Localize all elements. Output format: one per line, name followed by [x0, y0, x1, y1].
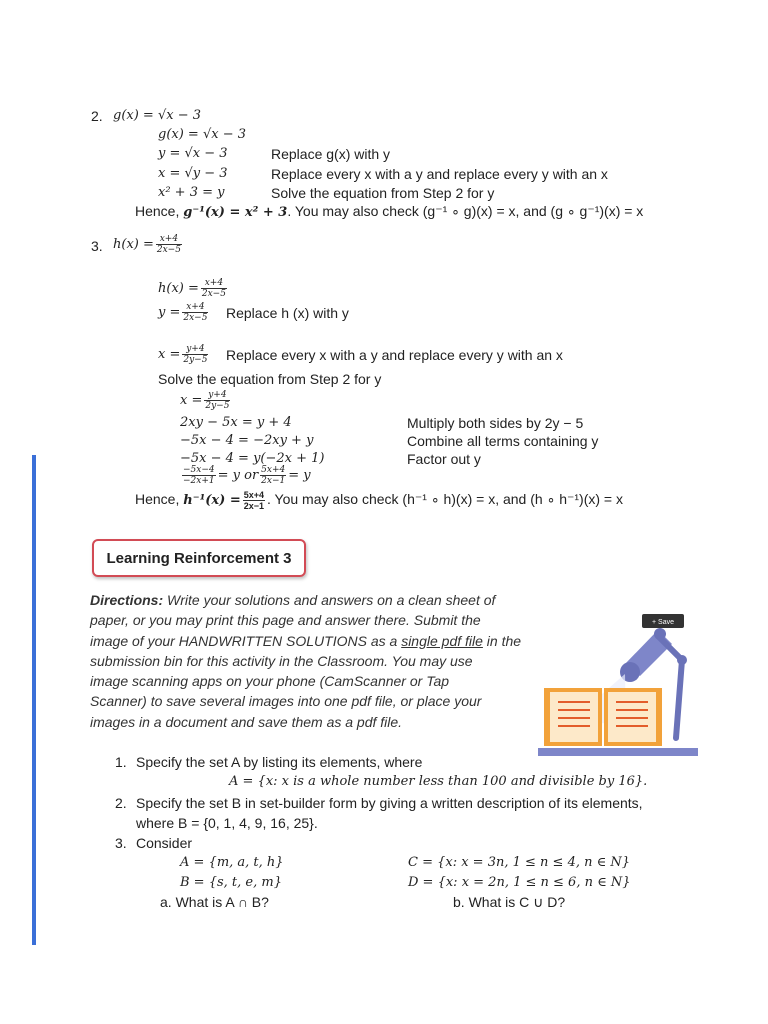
q3-set-c: C = {x: x = 3n, 1 ≤ n ≤ 4, n ∈ N}: [408, 855, 631, 870]
q3-part-b: b. What is C ∪ D?: [453, 894, 566, 910]
directions-line-7: images in a document and save them as a pdf file.: [90, 713, 403, 730]
p3-number: 3.: [91, 238, 103, 254]
p2-title: g(x) = √x − 3: [113, 108, 201, 123]
p2-step4-note: Solve the equation from Step 2 for y: [271, 185, 495, 201]
directions-line-5: image scanning apps on your phone (CamScanner or Tap: [90, 673, 450, 690]
p3-eq4-num1: −5x−4: [183, 465, 215, 475]
save-badge-label: + Save: [652, 619, 674, 626]
p2-step3: x = √y − 3: [158, 166, 228, 181]
p3-step1-lhs: h(x) =: [158, 281, 199, 296]
p3-step2-lhs: y =: [158, 305, 181, 320]
p3-eq4-den2: 2x−1: [261, 476, 286, 486]
p2-hence-a: Hence,: [135, 203, 184, 219]
p3-eq4-mid: = y or: [217, 468, 259, 483]
p3-step4-den: 2y−5: [205, 401, 230, 411]
q1-number: 1.: [115, 754, 127, 770]
p3-step1-den: 2x−5: [201, 289, 226, 299]
p3-eq3: −5x − 4 = y(−2x + 1): [180, 451, 325, 466]
directions-paragraph: [90, 590, 522, 732]
p3-step2-num: x+4: [182, 302, 208, 313]
q3-number: 3.: [115, 835, 127, 851]
p3-eq2-note: Combine all terms containing y: [407, 433, 599, 449]
q3-text: Consider: [136, 835, 193, 851]
directions-label: Directions:: [90, 592, 164, 608]
learning-reinforcement-title: Learning Reinforcement 3: [106, 549, 292, 567]
directions-line-4: submission bin for this activity in the Classroom. You may use: [90, 652, 473, 669]
p2-step2: y = √x − 3: [158, 146, 228, 161]
p3-hence: [135, 490, 623, 511]
p3-eq1: 2xy − 5x = y + 4: [180, 415, 292, 430]
directions-line-3b: single pdf file: [401, 632, 483, 649]
q2-where: where B = {0, 1, 4, 9, 16, 25}.: [136, 815, 318, 831]
q3-set-a: A = {m, a, t, h}: [180, 855, 284, 870]
p3-step2-note: Replace h (x) with y: [226, 305, 349, 321]
q2-number: 2.: [115, 795, 127, 811]
directions-line-3c: in the: [482, 632, 522, 649]
p3-step3-num: y+4: [182, 344, 208, 355]
directions-line-2: paper, or you may print this page and answer there. Submit the: [90, 612, 481, 629]
p2-step2-note: Replace g(x) with y: [271, 146, 391, 162]
p2-hence-result: g⁻¹(x) = x² + 3: [183, 205, 288, 220]
p3-title: [113, 234, 184, 255]
lamp-book-illustration: [530, 612, 710, 762]
p3-step4: [180, 390, 232, 411]
p3-step3-lhs: x =: [158, 347, 181, 362]
p3-hence-a: Hence,: [135, 491, 184, 508]
p2-step4: x² + 3 = y: [158, 185, 225, 200]
p3-hence-result: h⁻¹(x) =: [183, 493, 241, 509]
q1-set: A = {x: x is a whole number less than 100 and divisible by 16}.: [229, 774, 648, 789]
p3-eq4-den1: −2x+1: [183, 476, 215, 486]
p3-step3-den: 2y−5: [183, 355, 208, 365]
p3-hence-check: . You may also check (h⁻¹ ∘ h)(x) = x, and (h ∘ h⁻¹)(x) = x: [267, 491, 623, 508]
p3-title-num: x+4: [156, 234, 182, 245]
left-accent-bar: [32, 455, 36, 945]
lamp-book-icon: [530, 612, 710, 762]
p3-step2: [158, 302, 210, 323]
q3-set-b: B = {s, t, e, m}: [180, 875, 282, 890]
learning-reinforcement-heading: [92, 539, 306, 577]
p3-step3-note: Replace every x with a y and replace every y with an x: [226, 347, 563, 363]
p2-step3-note: Replace every x with a y and replace every y with an x: [271, 166, 608, 182]
p3-eq4-end: = y: [288, 468, 311, 483]
p3-eq2: −5x − 4 = −2xy + y: [180, 433, 314, 448]
p3-hence-num: 5x+4: [243, 490, 265, 500]
p3-title-lhs: h(x) =: [113, 237, 154, 252]
directions-line-1: Write your solutions and answers on a clean sheet of: [163, 592, 496, 608]
p3-step1: [158, 278, 229, 299]
q3-part-a: a. What is A ∩ B?: [160, 894, 269, 910]
q2-text: Specify the set B in set-builder form by giving a written description of its elements,: [136, 795, 643, 811]
directions-line-3a: image of your HANDWRITTEN SOLUTIONS as a: [90, 632, 402, 649]
p2-hence: [135, 203, 643, 220]
p3-step1-num: x+4: [201, 278, 227, 289]
q3-set-d: D = {x: x = 2n, 1 ≤ n ≤ 6, n ∈ N}: [408, 875, 631, 890]
p2-step1: g(x) = √x − 3: [158, 127, 246, 142]
p3-hence-den: 2x−1: [243, 501, 265, 511]
p3-solve: Solve the equation from Step 2 for y: [158, 371, 382, 387]
directions-line-6: Scanner) to save several images into one pdf file, or place your: [90, 693, 482, 710]
p2-number: 2.: [91, 108, 103, 124]
q1-text: Specify the set A by listing its elements, where: [136, 754, 423, 770]
p3-eq3-note: Factor out y: [407, 451, 481, 467]
p3-eq1-note: Multiply both sides by 2y − 5: [407, 415, 584, 431]
p3-step4-num: y+4: [204, 390, 230, 401]
p2-hence-check: . You may also check (g⁻¹ ∘ g)(x) = x, and (g ∘ g⁻¹)(x) = x: [287, 203, 644, 219]
p3-step3: [158, 344, 210, 365]
p3-step2-den: 2x−5: [183, 313, 208, 323]
p3-title-den: 2x−5: [156, 245, 181, 255]
p3-step4-lhs: x =: [180, 393, 203, 408]
p3-eq4: [180, 465, 311, 486]
p3-eq4-num2: 5x+4: [261, 465, 286, 475]
